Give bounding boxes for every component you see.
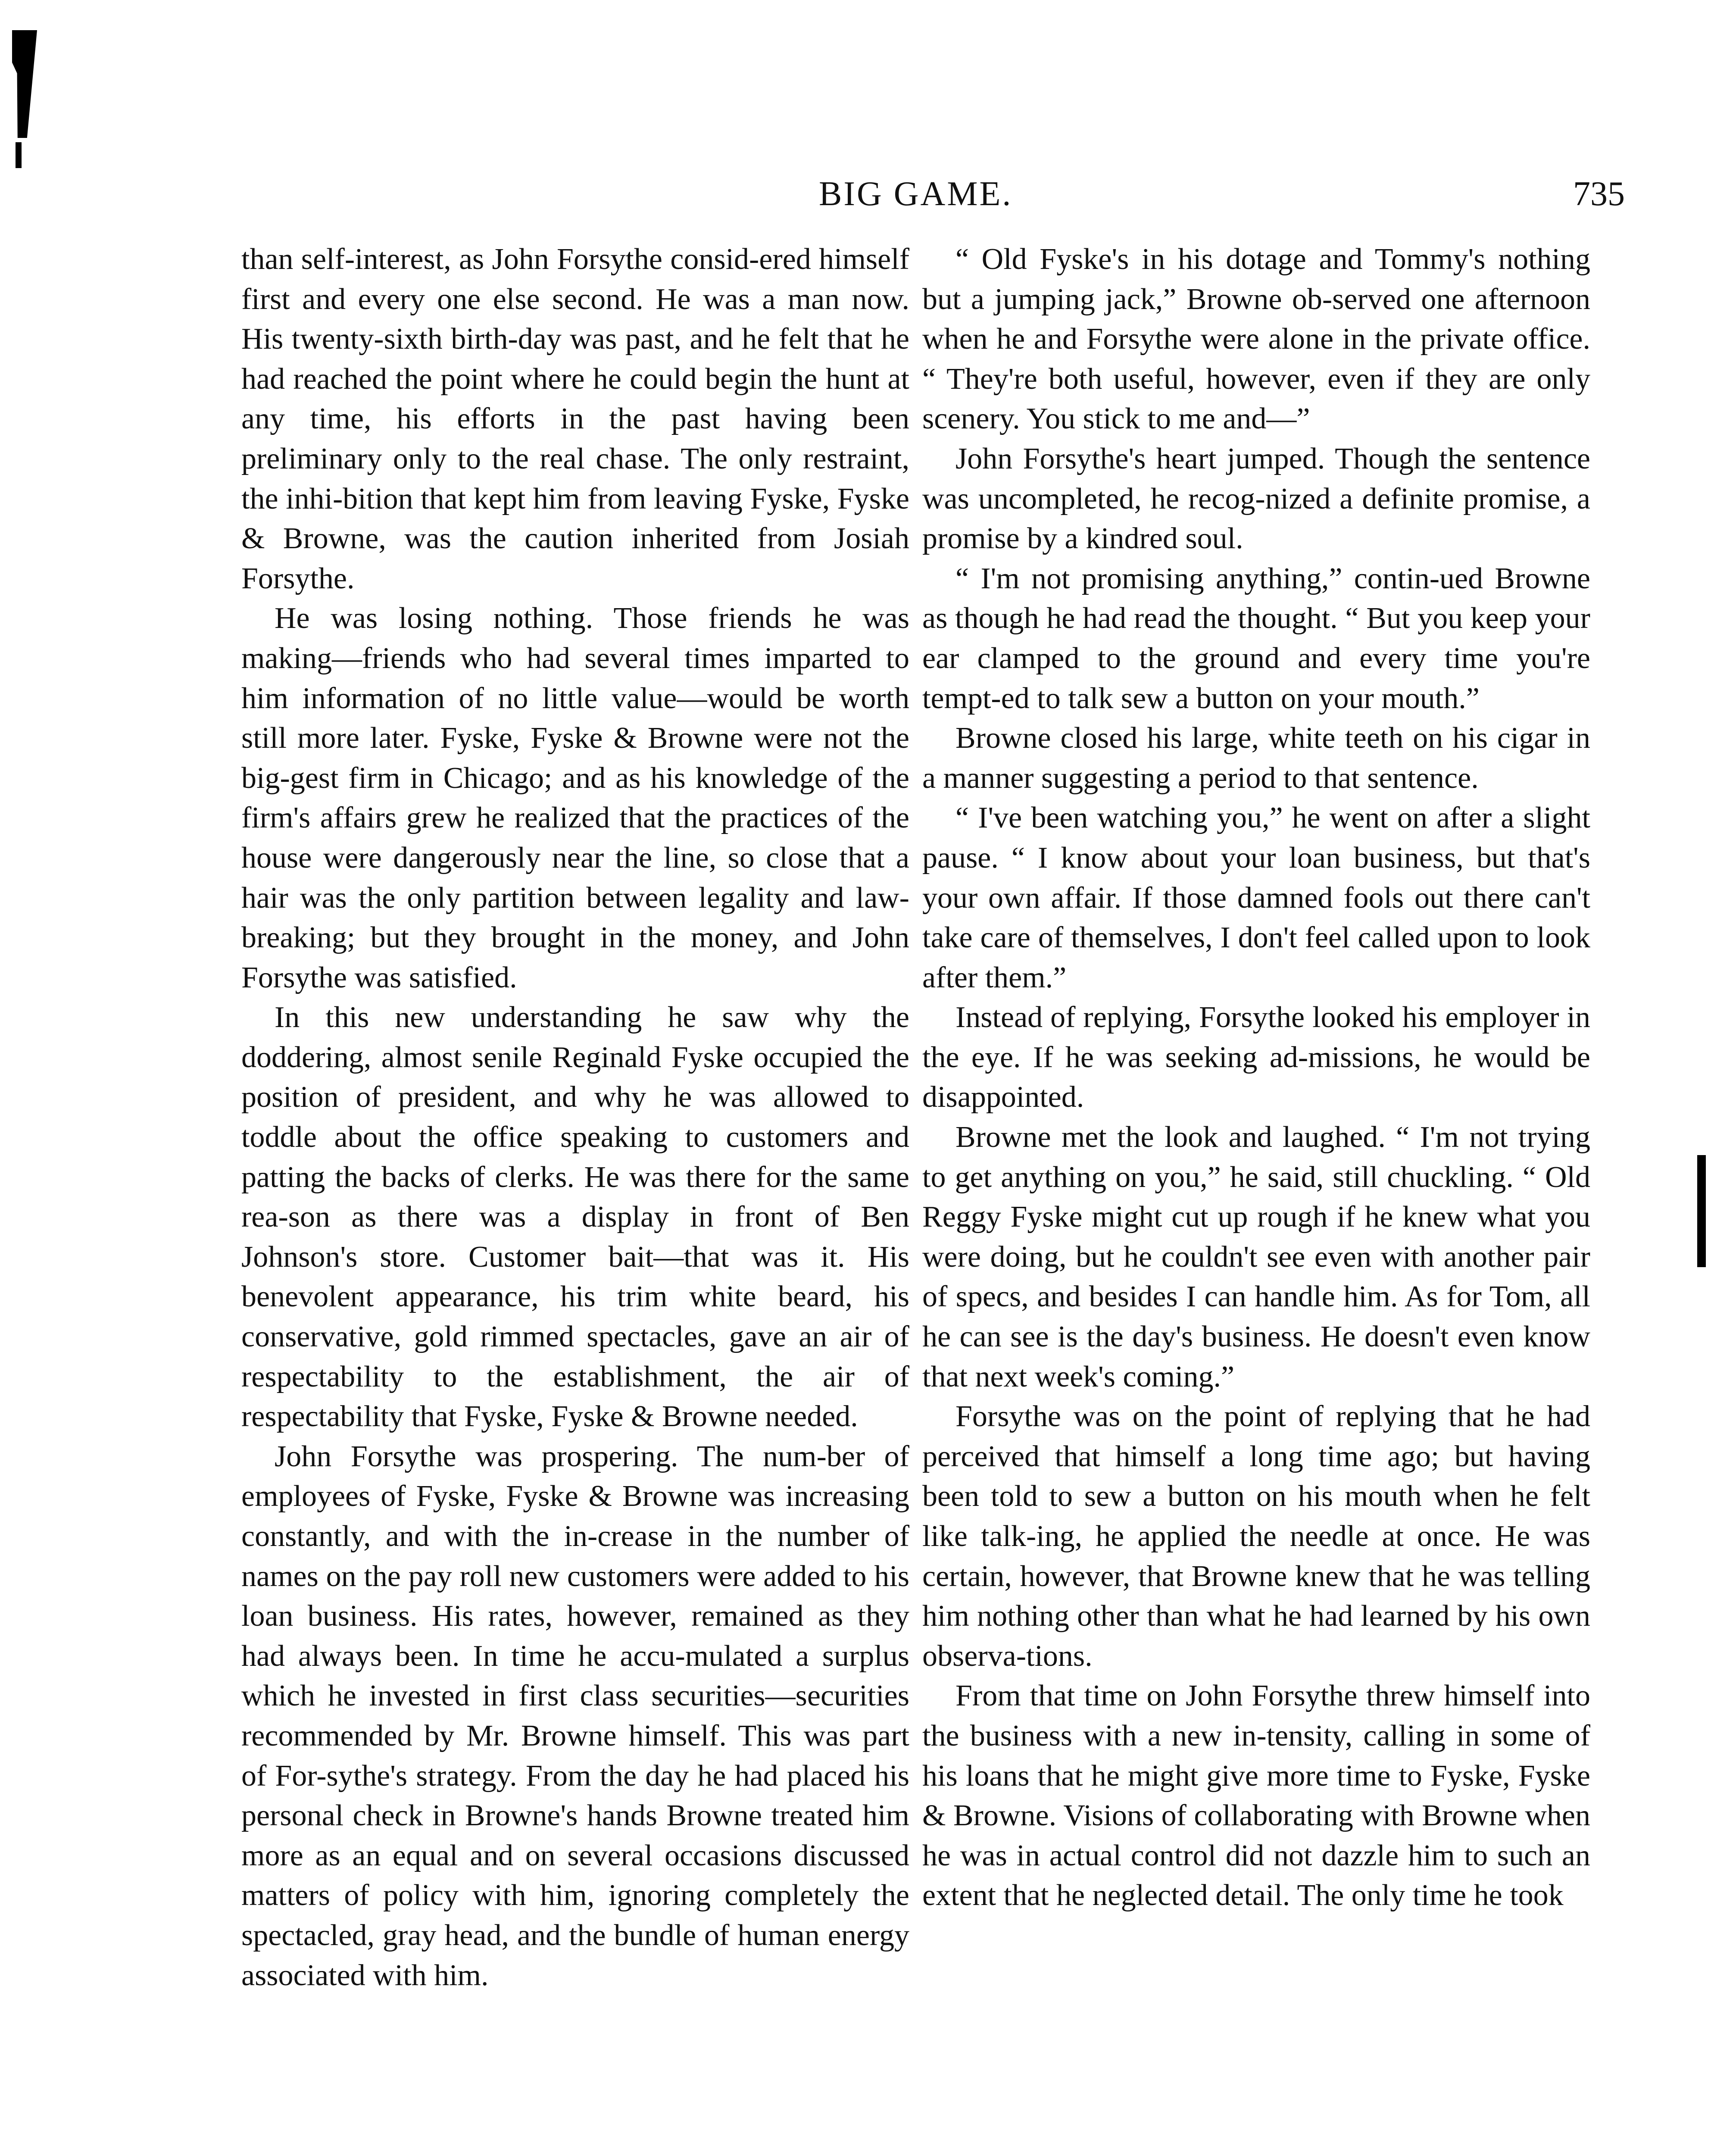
page-header <box>203 175 1625 226</box>
paragraph: From that time on John Forsythe threw himself into the business with a new in-tensity, calling in some of his loans that he might give more time to Fyske, Fyske & Browne. Visions of collaborating with Browne when he was in actual control did not dazzle him to such an extent that he neglected detail. The only time he took <box>922 1679 1590 1912</box>
paragraph: “ I've been watching you,” he went on after a slight pause. “ I know about your loan business, but that's your own affair. If those damned fools out there can't take care of themselves, I don't feel called upon to look after them.” <box>922 801 1590 994</box>
paragraph: Instead of replying, Forsythe looked his employer in the eye. If he was seeking ad-missions, he would be disappointed. <box>922 1001 1590 1114</box>
scan-artifact-mark <box>12 30 37 138</box>
paragraph: In this new understanding he saw why the doddering, almost senile Reginald Fyske occupied the position of president, and why he was allowed to toddle about the office speaking to customers and patting the backs of clerks. He was there for the same rea-son as there was a display in front of Ben Johnson's store. Customer bait—that was it. His benevolent appearance, his trim white beard, his conservative, gold rimmed spectacles, gave an air of respectability to the establishment, the air of respectability that Fyske, Fyske & Browne needed. <box>241 1001 909 1434</box>
running-title: BIG GAME. <box>819 175 1013 213</box>
paragraph: “ I'm not promising anything,” contin-ued Browne as though he had read the thought. “ But you keep your ear clamped to the ground and every time you're tempt-ed to talk sew a button on your mouth.” <box>922 562 1590 715</box>
paragraph: Browne met the look and laughed. “ I'm not trying to get anything on you,” he said, still chuckling. “ Old Reggy Fyske might cut up rough if he knew what you were doing, but he couldn't see even with another pair of specs, and besides I can handle him. As for Tom, all he can see is the day's business. He doesn't even know that next week's coming.” <box>922 1121 1590 1393</box>
paragraph: John Forsythe's heart jumped. Though the sentence was uncompleted, he recog-nized a definite promise, a promise by a kindred soul. <box>922 442 1590 556</box>
paragraph: Forsythe was on the point of replying that he had perceived that himself a long time ago; but having been told to sew a button on his mouth when he felt like talk-ing, he applied the needle at once. He was certain, however, that Browne knew that he was telling him nothing other than what he had learned by his own observa-tions. <box>922 1400 1590 1673</box>
paragraph: John Forsythe was prospering. The num-ber of employees of Fyske, Fyske & Browne was increasing constantly, and with the in-crease in the number of names on the pay roll new customers were added to his loan business. His rates, however, remained as they had always been. In time he accu-mulated a surplus which he invested in first class securities—securities recommended by Mr. Browne himself. This was part of For-sythe's strategy. From the day he had placed his personal check in Browne's hands Browne treated him more as an equal and on several occasions discussed matters of policy with him, ignoring completely the spectacled, gray head, and the bundle of human energy associated with him. <box>241 1440 909 1992</box>
paragraph: Browne closed his large, white teeth on his cigar in a manner suggesting a period to that sentence. <box>922 721 1590 795</box>
text-column-right <box>922 240 1590 1916</box>
paragraph: than self-interest, as John Forsythe consid-ered himself first and every one else second. He was a man now. His twenty-sixth birth-day was past, and he felt that he had reached the point where he could begin the hunt at any time, his efforts in the past having been preliminary only to the real chase. The only restraint, the inhi-bition that kept him from leaving Fyske, Fyske & Browne, was the caution inherited from Josiah Forsythe. <box>241 243 909 595</box>
paragraph: “ Old Fyske's in his dotage and Tommy's nothing but a jumping jack,” Browne ob-served one afternoon when he and Forsythe were alone in the private office. “ They're both useful, however, even if they are only scenery. You stick to me and—” <box>922 243 1590 436</box>
paragraph: He was losing nothing. Those friends he was making—friends who had several times imparted to him information of no little value—would be worth still more later. Fyske, Fyske & Browne were not the big-gest firm in Chicago; and as his knowledge of the firm's affairs grew he realized that the practices of the house were dangerously near the line, so close that a hair was the only partition between legality and law-breaking; but they brought in the money, and John Forsythe was satisfied. <box>241 602 909 994</box>
scan-artifact-margin-line <box>1697 1155 1706 1267</box>
text-column-left <box>241 240 909 1996</box>
scan-artifact-mark-small <box>16 142 22 168</box>
page-number: 735 <box>1573 175 1625 213</box>
